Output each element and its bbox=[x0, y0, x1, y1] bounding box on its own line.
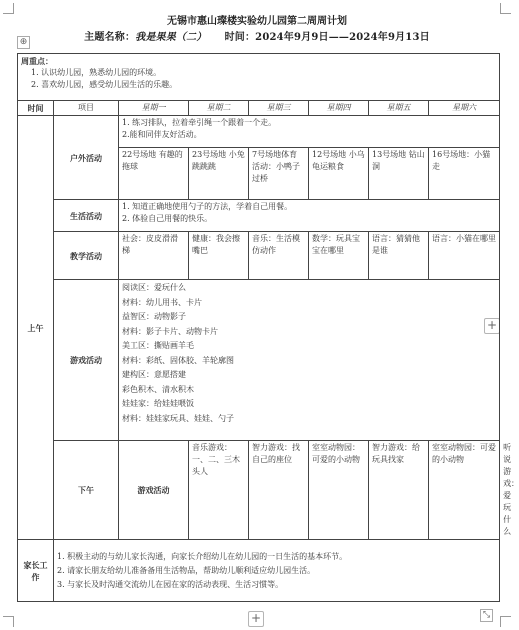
header-day: 星期六 bbox=[429, 101, 500, 116]
crop-mark-bottom-right bbox=[500, 616, 511, 627]
add-column-icon[interactable]: + bbox=[484, 318, 500, 334]
life-item: 2. 体验自己用餐的快乐。 bbox=[122, 214, 213, 223]
afternoon-cell[interactable]: 室室动物园：可爱的小动物 bbox=[309, 441, 369, 540]
time-label: 时间： bbox=[224, 32, 256, 43]
focus-label: 周重点： bbox=[21, 56, 53, 66]
games-line: 美工区：撕贴画羊毛 bbox=[122, 341, 194, 350]
time-value: 2024年9月9日——2024年9月13日 bbox=[255, 32, 430, 43]
table-row bbox=[18, 116, 500, 148]
teaching-label: 教学活动 bbox=[54, 232, 119, 280]
games-line: 材料：幼儿用书、卡片 bbox=[122, 297, 202, 307]
games-label: 游戏活动 bbox=[54, 280, 119, 441]
focus-cell[interactable] bbox=[18, 54, 500, 101]
games-line: 材料：彩纸、固体胶、羊轮廓图 bbox=[122, 355, 234, 365]
header-day: 星期三 bbox=[249, 101, 309, 116]
afternoon-label: 下午 bbox=[54, 441, 119, 540]
parents-item: 2. 请家长朋友给幼儿准备备用生活物品，帮助幼儿顺利适应幼儿园生活。 bbox=[57, 565, 316, 575]
resize-handle-icon[interactable]: ⤡ bbox=[480, 609, 493, 622]
header-day: 星期四 bbox=[309, 101, 369, 116]
games-cell[interactable] bbox=[119, 280, 500, 441]
page-title: 无锡市惠山璨楼实验幼儿园第二周周计划 bbox=[167, 16, 347, 27]
games-line: 建构区：意愿搭建 bbox=[122, 370, 186, 379]
header-time: 时间 bbox=[18, 101, 54, 116]
outdoor-goal: 2.能和同伴友好活动。 bbox=[122, 130, 202, 139]
add-row-icon[interactable]: + bbox=[248, 611, 264, 627]
afternoon-cell[interactable]: 智力游戏：找自己的座位 bbox=[249, 441, 309, 540]
header-day: 星期五 bbox=[369, 101, 429, 116]
header-project: 项目 bbox=[54, 101, 119, 116]
header-day: 星期一 bbox=[119, 101, 189, 116]
afternoon-cell[interactable]: 音乐游戏：一、二、三木头人 bbox=[189, 441, 249, 540]
games-line: 材料：娃娃家玩具、娃娃、勺子 bbox=[122, 413, 234, 423]
morning-label: 上午 bbox=[18, 116, 54, 540]
teaching-cell[interactable]: 音乐：生活模仿动作 bbox=[249, 232, 309, 280]
games-line: 益智区：动物影子 bbox=[122, 312, 186, 321]
life-label: 生活活动 bbox=[54, 200, 119, 232]
teaching-cell[interactable]: 社会：皮皮滑滑梯 bbox=[119, 232, 189, 280]
table-row bbox=[18, 232, 500, 280]
table-row bbox=[18, 280, 500, 441]
outdoor-goals-cell[interactable] bbox=[119, 116, 500, 148]
outdoor-cell[interactable]: 22号场地 有趣的拖球 bbox=[119, 148, 189, 200]
life-cell[interactable] bbox=[119, 200, 500, 232]
life-item: 1. 知道正确地使用勺子的方法，学着自己用餐。 bbox=[122, 202, 293, 211]
outdoor-cell[interactable]: 23号场地 小兔跳跳跳 bbox=[189, 148, 249, 200]
crop-mark-bottom-left bbox=[3, 616, 14, 627]
parents-cell[interactable] bbox=[54, 540, 500, 602]
teaching-cell[interactable]: 数学：玩具宝宝在哪里 bbox=[309, 232, 369, 280]
parents-item: 1. 积极主动的与幼儿家长沟通，向家长介绍幼儿在幼儿园的一日生活的基本环节。 bbox=[57, 551, 348, 561]
games-line: 阅读区：爱玩什么 bbox=[122, 283, 186, 292]
afternoon-cell[interactable]: 室室动物园：可爱的小动物 bbox=[429, 441, 500, 540]
table-move-handle-icon[interactable]: ⊕ bbox=[17, 36, 30, 49]
outdoor-cell[interactable]: 13号场地 钻山洞 bbox=[369, 148, 429, 200]
outdoor-cell[interactable]: 7号场地体育活动：小鸭子过桥 bbox=[249, 148, 309, 200]
afternoon-games-label: 游戏活动 bbox=[119, 441, 189, 540]
table-row bbox=[18, 54, 500, 101]
outdoor-cell[interactable]: 16号场地：小猫走 bbox=[429, 148, 500, 200]
games-line: 材料：影子卡片、动物卡片 bbox=[122, 326, 218, 336]
table-row bbox=[18, 540, 500, 602]
table-row bbox=[18, 101, 500, 116]
theme-value: 我是果果（二） bbox=[135, 32, 207, 43]
theme-label: 主题名称： bbox=[84, 32, 136, 43]
page-subtitle bbox=[0, 28, 514, 43]
table-row: 下午 游戏活动 音乐游戏：一、二、三木头人 智力游戏：找自己的座位 室室动物园：可爱的小动物 智力游戏：给玩具找家 室室动物园：可爱的小动物 听说游戏：爱玩什么 bbox=[18, 441, 500, 540]
outdoor-goal: 1. 练习排队，拉着牵引绳一个跟着一个走。 bbox=[122, 118, 277, 127]
header-day: 星期二 bbox=[189, 101, 249, 116]
teaching-cell[interactable]: 语言：小猫在哪里 bbox=[429, 232, 500, 280]
teaching-cell[interactable]: 语言：猜猜他是谁 bbox=[369, 232, 429, 280]
focus-item: 2. 喜欢幼儿园，感受幼儿园生活的乐趣。 bbox=[31, 80, 178, 89]
teaching-cell[interactable]: 健康：我会擦嘴巴 bbox=[189, 232, 249, 280]
outdoor-label: 户外活动 bbox=[54, 116, 119, 200]
outdoor-cell[interactable]: 12号场地 小乌龟运粮食 bbox=[309, 148, 369, 200]
games-line: 彩色积木、清水积木 bbox=[122, 384, 194, 394]
afternoon-cell[interactable]: 智力游戏：给玩具找家 bbox=[369, 441, 429, 540]
table-row bbox=[18, 200, 500, 232]
parents-label: 家长工作 bbox=[18, 540, 54, 602]
games-line: 娃娃家：给娃娃喂饭 bbox=[122, 399, 194, 408]
weekly-plan-table bbox=[17, 53, 519, 602]
parents-item: 3. 与家长及时沟通交流幼儿在园在家的活动表现、生活习惯等。 bbox=[57, 579, 284, 589]
focus-item: 1. 认识幼儿园，熟悉幼儿园的环境。 bbox=[31, 68, 162, 77]
